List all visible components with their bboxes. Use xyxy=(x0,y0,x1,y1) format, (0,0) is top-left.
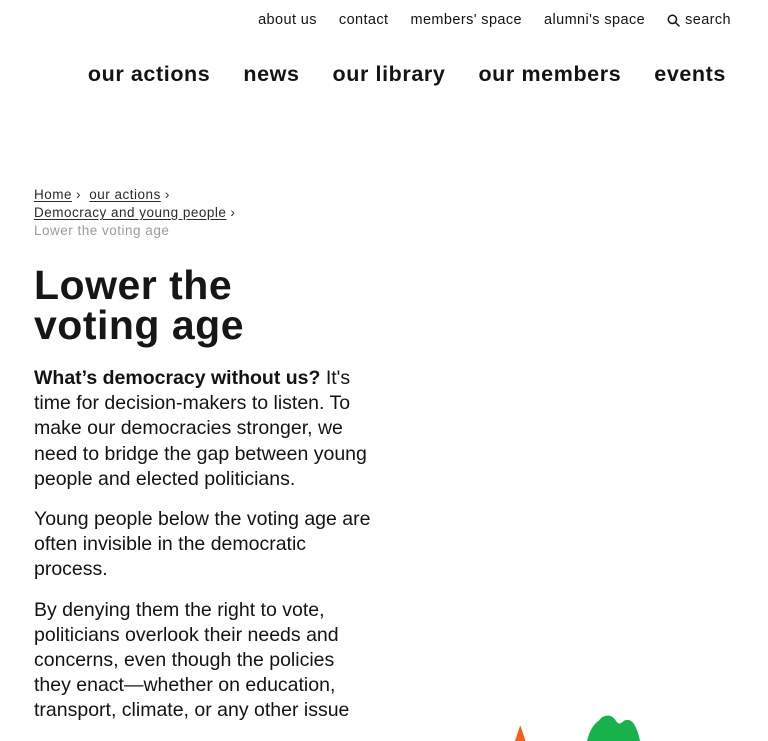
breadcrumb-separator-icon: › xyxy=(76,187,82,202)
paragraph-intro-text: It's time for decision-makers to listen. To make our democracies stronger, we need to bridge the gap between young people and elected politicians. xyxy=(34,367,367,490)
main-content xyxy=(0,262,768,724)
utility-nav-item-alumnis-space[interactable]: alumni's space xyxy=(544,12,646,28)
main-nav-item-our-actions[interactable]: our actions xyxy=(87,62,211,86)
utility-nav xyxy=(0,0,768,28)
paragraph-intro-lead: What’s democracy without us? xyxy=(34,367,321,389)
breadcrumb-link-our-actions[interactable]: our actions xyxy=(89,187,161,202)
breadcrumb-row-3 xyxy=(34,222,768,240)
breadcrumb-separator-icon: › xyxy=(164,187,170,202)
main-nav-item-our-members[interactable]: our members xyxy=(478,62,622,86)
search-button[interactable] xyxy=(667,12,731,28)
decorative-triangle-icon xyxy=(514,725,526,741)
paragraph-invisible: Young people below the voting age are often invisible in the democratic process. xyxy=(34,508,371,581)
article-body xyxy=(34,366,372,724)
main-nav-item-news[interactable]: news xyxy=(243,62,300,86)
breadcrumb-link-democracy-and-young-people[interactable]: Democracy and young people xyxy=(34,205,227,220)
search-label: search xyxy=(685,12,731,28)
decorative-blob-icon xyxy=(585,714,641,741)
breadcrumb-row-1 xyxy=(34,186,768,204)
search-icon xyxy=(667,14,680,27)
breadcrumb-current-page: Lower the voting age xyxy=(34,223,170,238)
breadcrumb-separator-icon: › xyxy=(230,205,236,220)
main-nav-item-our-library[interactable]: our library xyxy=(332,62,446,86)
site-header xyxy=(0,0,768,87)
main-nav-item-events[interactable]: events xyxy=(654,62,726,86)
paragraph-denying: By denying them the right to vote, politicians overlook their needs and concerns, even though the policies they enact—whether on education, transport, climate, or any other issue xyxy=(34,598,350,722)
breadcrumb-row-2 xyxy=(34,204,768,222)
breadcrumb xyxy=(34,186,768,240)
breadcrumb-link-home[interactable]: Home xyxy=(34,187,73,202)
paragraph-intro xyxy=(34,366,372,492)
utility-nav-item-about-us[interactable]: about us xyxy=(258,12,317,28)
page-title: Lower the voting age xyxy=(34,262,245,348)
main-nav xyxy=(0,62,768,87)
utility-nav-item-members-space[interactable]: members' space xyxy=(410,12,523,28)
utility-nav-item-contact[interactable]: contact xyxy=(338,12,389,28)
